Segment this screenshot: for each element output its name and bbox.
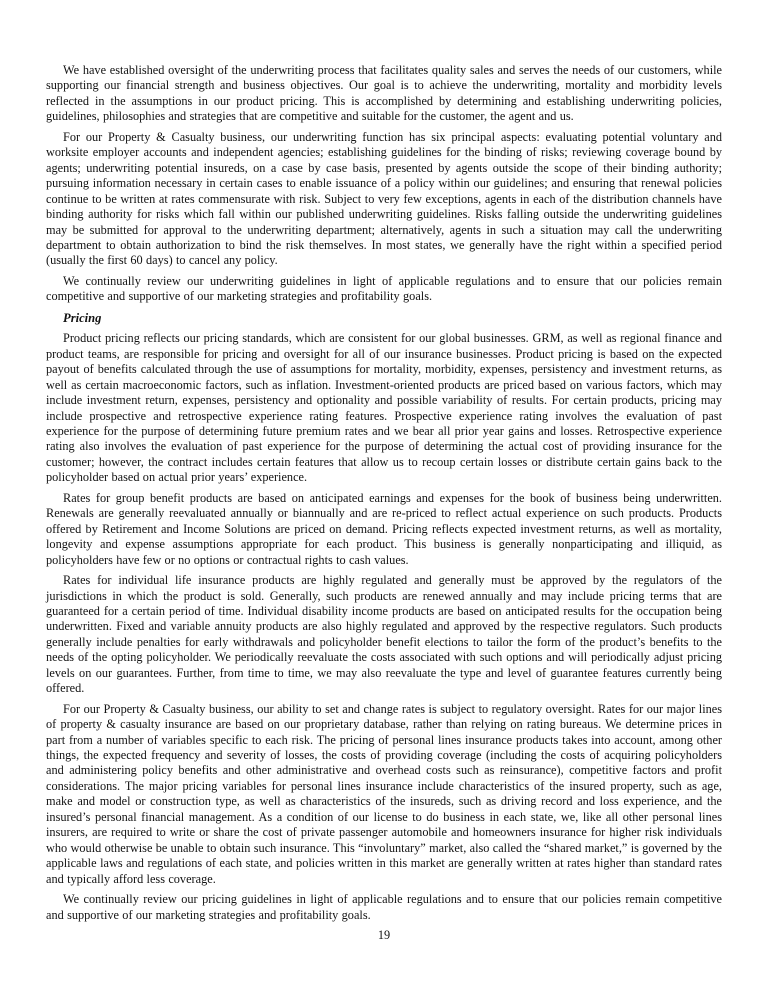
page-number: 19 <box>377 928 391 942</box>
paragraph-pc-rate-regulation: For our Property & Casualty business, our ability to set and change rates is subject to regulatory oversight. Rates for our major lines of property & casualty insurance are based on our proprietary database, rather than relying on rating bureaus. We determine prices in part from a number of variables specific to each risk. The pricing of personal lines insurance products takes into account, among other things, the expected frequency and severity of losses, the costs of providing coverage (including the costs of acquiring policyholders and administering policy benefits and other administrative and overhead costs such as reinsurance), competitive factors and profit considerations. The major pricing variables for personal lines insurance include characteristics of the insured property, such as age, make and model or construction type, as well as characteristics of the insureds, such as driving record and loss experience, and the insured’s personal financial management. As a condition of our license to do business in each state, we, like all other personal lines insurers, are required to write or share the cost of private passenger automobile and homeowners insurance for higher risk individuals who would otherwise be unable to obtain such insurance. This “involuntary” market, also called the “shared market,” is governed by the applicable laws and regulations of each state, and policies written in this market are generally written at rates higher than standard rates and typically afford less coverage. <box>46 701 722 886</box>
paragraph-pc-underwriting-aspects: For our Property & Casualty business, our underwriting function has six principal aspects: evaluating potential voluntary and worksite employer accounts and independent agencies; establishing guidelines for the binding of risks; reviewing coverage bound by agents; underwriting potential insureds, on a case by case basis, presented by agents outside the scope of their binding authority; pursuing information necessary in certain cases to enable issuance of a policy within our guidelines; and ensuring that renewal policies continue to be written at rates commensurate with risk. Subject to very few exceptions, agents in each of the distribution channels have binding authority for risks which fall within our published underwriting guidelines. Risks falling outside the underwriting guidelines may be submitted for approval to the underwriting department; alternatively, agents in such a situation may call the underwriting department to obtain authorization to bind the risk themselves. In most states, we generally have the right within a specified period (usually the first 60 days) to cancel any policy. <box>46 129 722 268</box>
paragraph-individual-life-rates: Rates for individual life insurance products are highly regulated and generally must be approved by the regulators of the jurisdictions in which the product is sold. Generally, such products are renewed annually and may include pricing terms that are guaranteed for a certain period of time. Individual disability income products are based on anticipated results for the occupation being underwritten. Fixed and variable annuity products are also highly regulated and approved by the respective regulators. Such products generally include penalties for early withdrawals and policyholder benefit elections to tailor the form of the product’s benefits to the needs of the opting policyholder. We periodically reevaluate the costs associated with such options and will periodically adjust pricing levels on our guarantees. Further, from time to time, we may also reevaluate the type and level of guarantee features currently being offered. <box>46 573 722 696</box>
paragraph-underwriting-guidelines-review: We continually review our underwriting guidelines in light of applicable regulations and to ensure that our policies remain competitive and supportive of our marketing strategies and profitability goals. <box>46 273 722 304</box>
paragraph-underwriting-oversight: We have established oversight of the underwriting process that facilitates quality sales and serves the needs of our customers, while supporting our financial strength and business objectives. Our goal is to achieve the underwriting, mortality and morbidity levels reflected in the assumptions in our product pricing. This is accomplished by determining and establishing underwriting policies, guidelines, philosophies and strategies that are competitive and suitable for the customer, the agent and us. <box>46 63 722 124</box>
paragraph-group-benefit-rates: Rates for group benefit products are based on anticipated earnings and expenses for the book of business being underwritten. Renewals are generally reevaluated annually or biannually and are re-priced to reflect actual experience on such products. Products offered by Retirement and Income Solutions are priced on demand. Pricing reflects expected investment returns, as well as mortality, longevity and expense assumptions appropriate for each product. This business is generally nonparticipating and illiquid, as policyholders have few or no options or contractual rights to cash values. <box>46 490 722 567</box>
document-body <box>46 63 722 928</box>
section-heading-pricing: Pricing <box>63 310 102 325</box>
paragraph-product-pricing-standards: Product pricing reflects our pricing standards, which are consistent for our global businesses. GRM, as well as regional finance and product teams, are responsible for pricing and oversight for all of our insurance businesses. Product pricing is based on the expected payout of benefits calculated through the use of assumptions for mortality, morbidity, expenses, persistency and investment returns, as well as certain macroeconomic factors, such as inflation. Investment-oriented products are priced based on various factors, which may include investment return, expenses, persistency and optionality and possible variability of results. For certain products, pricing may include prospective and retrospective experience rating features. Prospective experience rating involves the evaluation of past experience for the purpose of determining future premium rates and we bear all prior year gains and losses. Retrospective experience rating also involves the evaluation of past experience for the purpose of determining the actual cost of providing insurance for the customer; however, the contract includes certain features that allow us to recoup certain losses or distribute certain gains back to the policyholder based on actual prior years’ experience. <box>46 331 722 485</box>
paragraph-pricing-guidelines-review: We continually review our pricing guidelines in light of applicable regulations and to ensure that our policies remain competitive and supportive of our marketing strategies and profitability goals. <box>46 892 722 922</box>
